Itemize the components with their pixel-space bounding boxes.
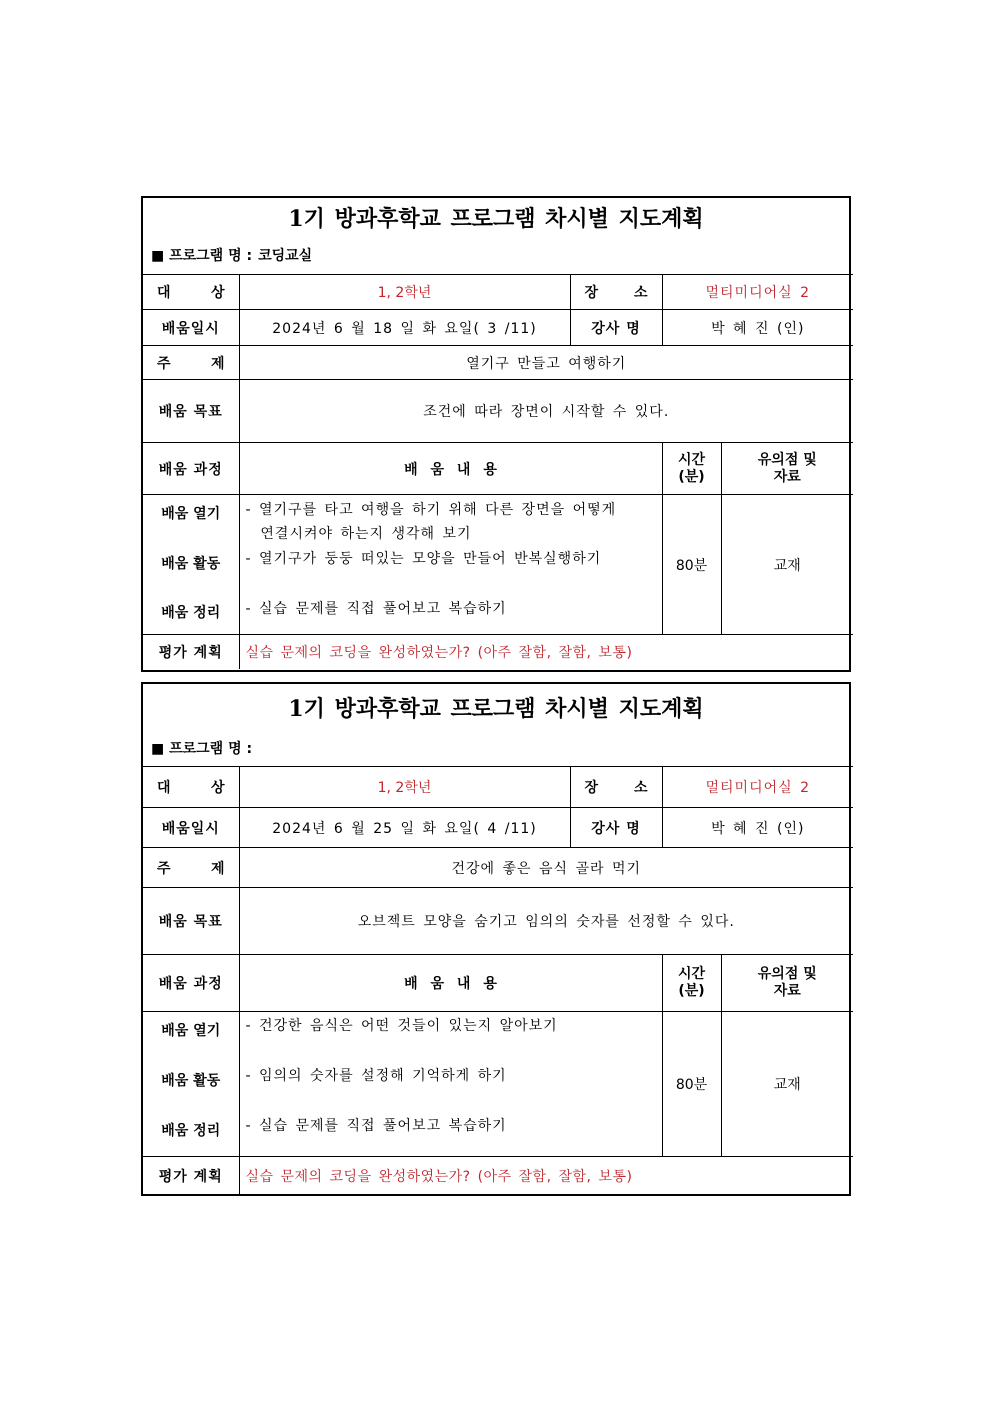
date-value: 2024년 6 월 25 일 화 요일( 4 /11) xyxy=(239,808,570,848)
goal-label: 배움 목표 xyxy=(143,380,239,443)
goal-value: 오브젝트 모양을 숨기고 임의의 숫자를 선정할 수 있다. xyxy=(239,888,853,955)
notes-header-line1: 유의점 및 xyxy=(757,966,817,982)
eval-value: 실습 문제의 코딩을 완성하였는가? (아주 잘함, 잘함, 보통) xyxy=(239,1157,853,1195)
content-line: - 건강한 음식은 어떤 것들이 있는지 알아보기 xyxy=(245,1018,558,1034)
target-value: 1, 2학년 xyxy=(239,767,570,808)
program-label: ■ 프로그램 명 : xyxy=(151,741,253,757)
target-label: 대 상 xyxy=(143,767,239,808)
place-label: 장 소 xyxy=(570,767,662,808)
content-cell xyxy=(239,1012,662,1157)
eval-label: 평가 계획 xyxy=(143,635,239,669)
process-label: 배움 과정 xyxy=(143,443,239,495)
place-value: 멀티미디어실 2 xyxy=(662,275,853,310)
plan-title: 1기 방과후학교 프로그램 차시별 지도계획 xyxy=(288,695,704,722)
stage-close: 배움 정리 xyxy=(161,605,221,621)
lesson-plan-2 xyxy=(141,682,851,1196)
teacher-value: 박 혜 진 (인) xyxy=(662,310,853,346)
notes-value: 교재 xyxy=(721,1012,853,1157)
stage-activity: 배움 활동 xyxy=(161,556,221,572)
plan-table xyxy=(143,274,853,669)
content-line: - 열기구가 둥둥 떠있는 모양을 만들어 반복실행하기 xyxy=(245,551,602,567)
plan-table xyxy=(143,766,853,1195)
topic-value: 건강에 좋은 음식 골라 먹기 xyxy=(239,848,853,888)
stage-close: 배움 정리 xyxy=(161,1123,221,1139)
content-line: 연결시켜야 하는지 생각해 보기 xyxy=(245,526,472,542)
time-header-line1: 시간 xyxy=(677,451,706,468)
process-label: 배움 과정 xyxy=(143,955,239,1012)
time-header xyxy=(662,955,721,1012)
teacher-label: 강사 명 xyxy=(570,808,662,848)
program-name-line xyxy=(143,730,849,766)
target-label: 대 상 xyxy=(143,275,239,310)
place-value: 멀티미디어실 2 xyxy=(662,767,853,808)
stage-column xyxy=(143,1012,239,1157)
time-header xyxy=(662,443,721,495)
notes-value: 교재 xyxy=(721,495,853,635)
goal-label: 배움 목표 xyxy=(143,888,239,955)
time-header-line2: (분) xyxy=(678,468,705,485)
notes-header-line2: 자료 xyxy=(773,468,801,485)
time-value: 80분 xyxy=(662,495,721,635)
content-header: 배 움 내 용 xyxy=(239,955,662,1012)
notes-header xyxy=(721,443,853,495)
content-line: - 열기구를 타고 여행을 하기 위해 다른 장면을 어떻게 xyxy=(245,502,617,518)
date-label: 배움일시 xyxy=(143,310,239,346)
content-header: 배 움 내 용 xyxy=(239,443,662,495)
program-label: ■ 프로그램 명 : xyxy=(151,248,253,264)
notes-header-line1: 유의점 및 xyxy=(757,451,817,468)
eval-label: 평가 계획 xyxy=(143,1157,239,1195)
date-value: 2024년 6 월 18 일 화 요일( 3 /11) xyxy=(239,310,570,346)
stage-open: 배움 열기 xyxy=(161,1023,221,1039)
teacher-value: 박 혜 진 (인) xyxy=(662,808,853,848)
notes-header-line2: 자료 xyxy=(773,983,801,999)
teacher-label: 강사 명 xyxy=(570,310,662,346)
program-name: 코딩교실 xyxy=(258,248,313,264)
time-header-line1: 시간 xyxy=(677,966,706,982)
stage-open: 배움 열기 xyxy=(161,506,221,522)
topic-label: 주 제 xyxy=(143,346,239,380)
topic-label: 주 제 xyxy=(143,848,239,888)
target-value: 1, 2학년 xyxy=(239,275,570,310)
program-name-line xyxy=(143,236,849,274)
lesson-plan-1 xyxy=(141,196,851,672)
stage-column xyxy=(143,495,239,635)
date-label: 배움일시 xyxy=(143,808,239,848)
notes-header xyxy=(721,955,853,1012)
content-line: - 임의의 숫자를 설정해 기억하게 하기 xyxy=(245,1068,507,1084)
content-cell xyxy=(239,495,662,635)
time-header-line2: (분) xyxy=(678,983,705,999)
place-label: 장 소 xyxy=(570,275,662,310)
topic-value: 열기구 만들고 여행하기 xyxy=(239,346,853,380)
content-line: - 실습 문제를 직접 풀어보고 복습하기 xyxy=(245,1118,507,1134)
content-line: - 실습 문제를 직접 풀어보고 복습하기 xyxy=(245,601,507,617)
time-value: 80분 xyxy=(662,1012,721,1157)
eval-value: 실습 문제의 코딩을 완성하였는가? (아주 잘함, 잘함, 보통) xyxy=(239,635,853,669)
goal-value: 조건에 따라 장면이 시작할 수 있다. xyxy=(239,380,853,443)
plan-title: 1기 방과후학교 프로그램 차시별 지도계획 xyxy=(288,205,704,232)
stage-activity: 배움 활동 xyxy=(161,1073,221,1089)
